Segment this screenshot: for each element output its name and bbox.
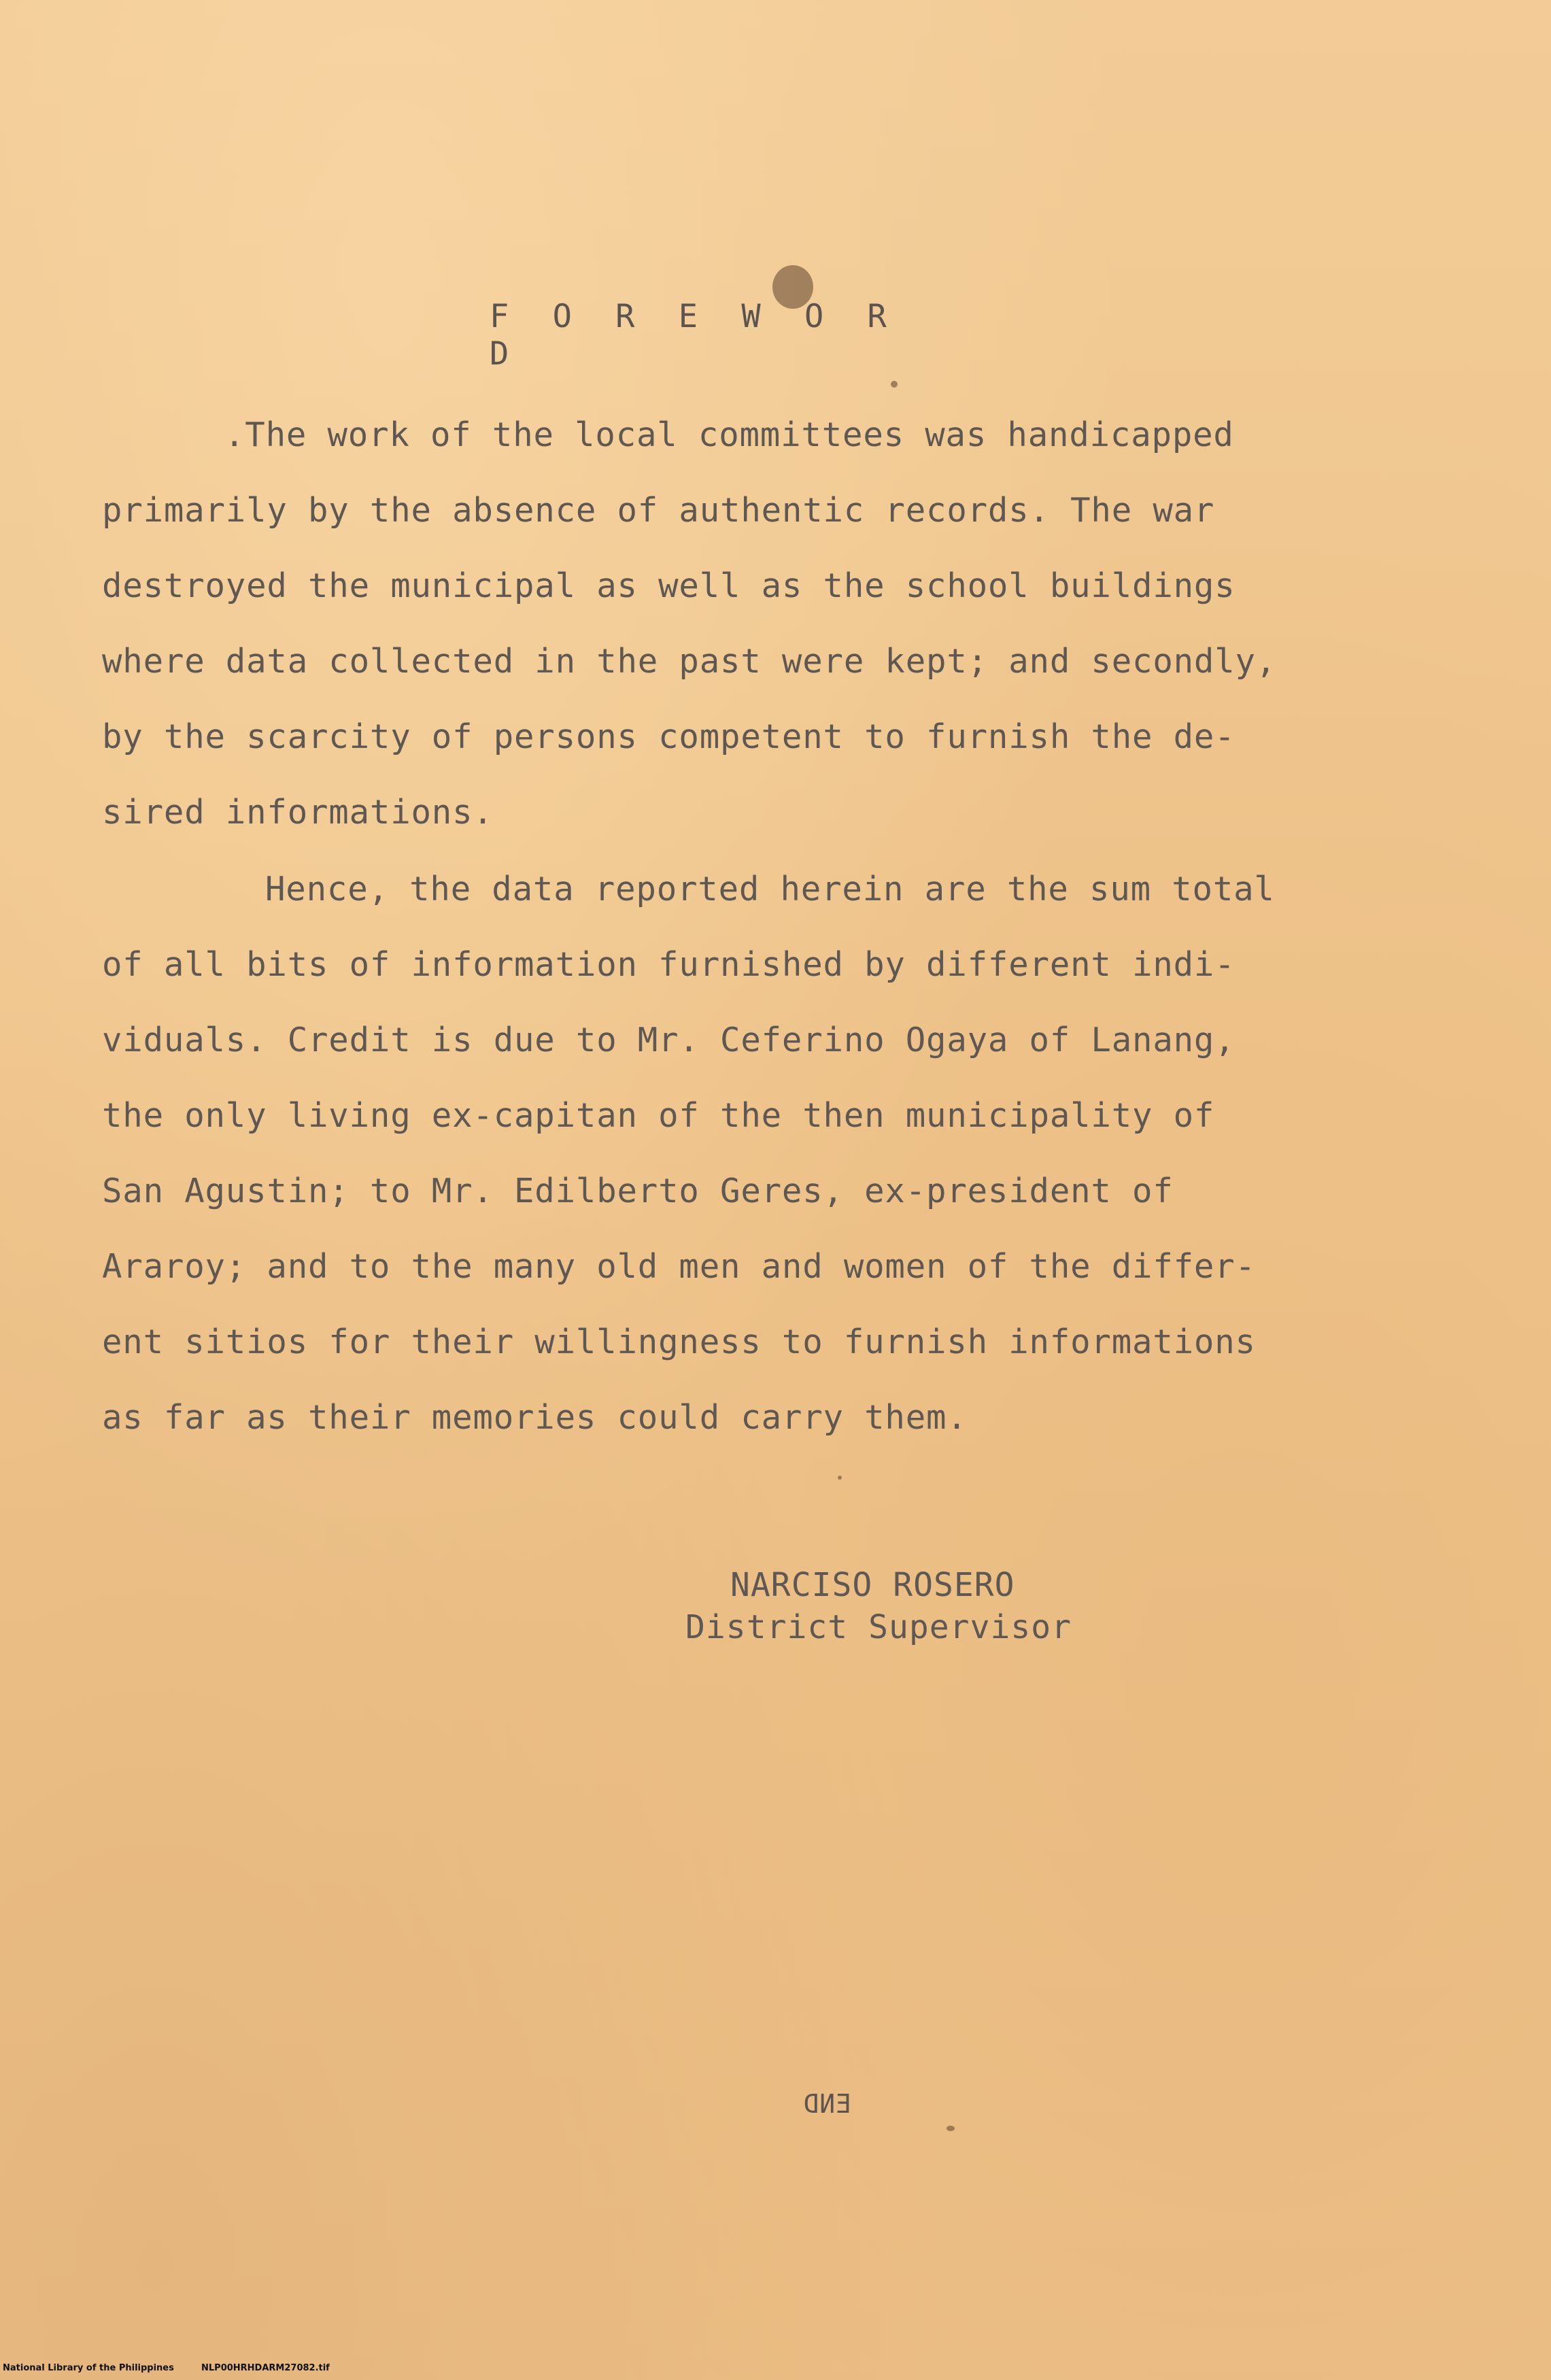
foreword-paragraph-1: .The work of the local committees was handicapped primarily by the absence of authentic records. The war destroyed the municipal as well as the school buildings where data collected in the past were kept; and secondly, by the scarcity of persons competent to furnish the de- sired informations. bbox=[102, 415, 1277, 832]
library-credit: National Library of the Philippines bbox=[3, 2363, 174, 2373]
page-title: F O R E W O R D bbox=[490, 298, 899, 373]
scan-footer bbox=[0, 2357, 1551, 2380]
signature-block bbox=[685, 1564, 1202, 1648]
end-mark: END bbox=[802, 2089, 851, 2119]
foreword-paragraph-2: Hence, the data reported herein are the sum total of all bits of information furnished by different indi- viduals. Credit is due to Mr. Ceferino Ogaya of Lanang, the only living ex-capitan of the then municipality of San Agustin; to Mr. Edilberto Geres, ex-president of Araroy; and to the many old men and women of the differ- ent sitios for their willingness to furnish informations as far as their memories could carry them. bbox=[102, 870, 1275, 1437]
ink-speck bbox=[891, 381, 898, 388]
ink-speck bbox=[838, 1476, 842, 1480]
ink-speck bbox=[947, 2126, 955, 2131]
scan-filename: NLP00HRHDARM27082.tif bbox=[201, 2363, 330, 2373]
signatory-name: NARCISO ROSERO bbox=[730, 1566, 1015, 1604]
signatory-role: District Supervisor bbox=[685, 1608, 1072, 1646]
